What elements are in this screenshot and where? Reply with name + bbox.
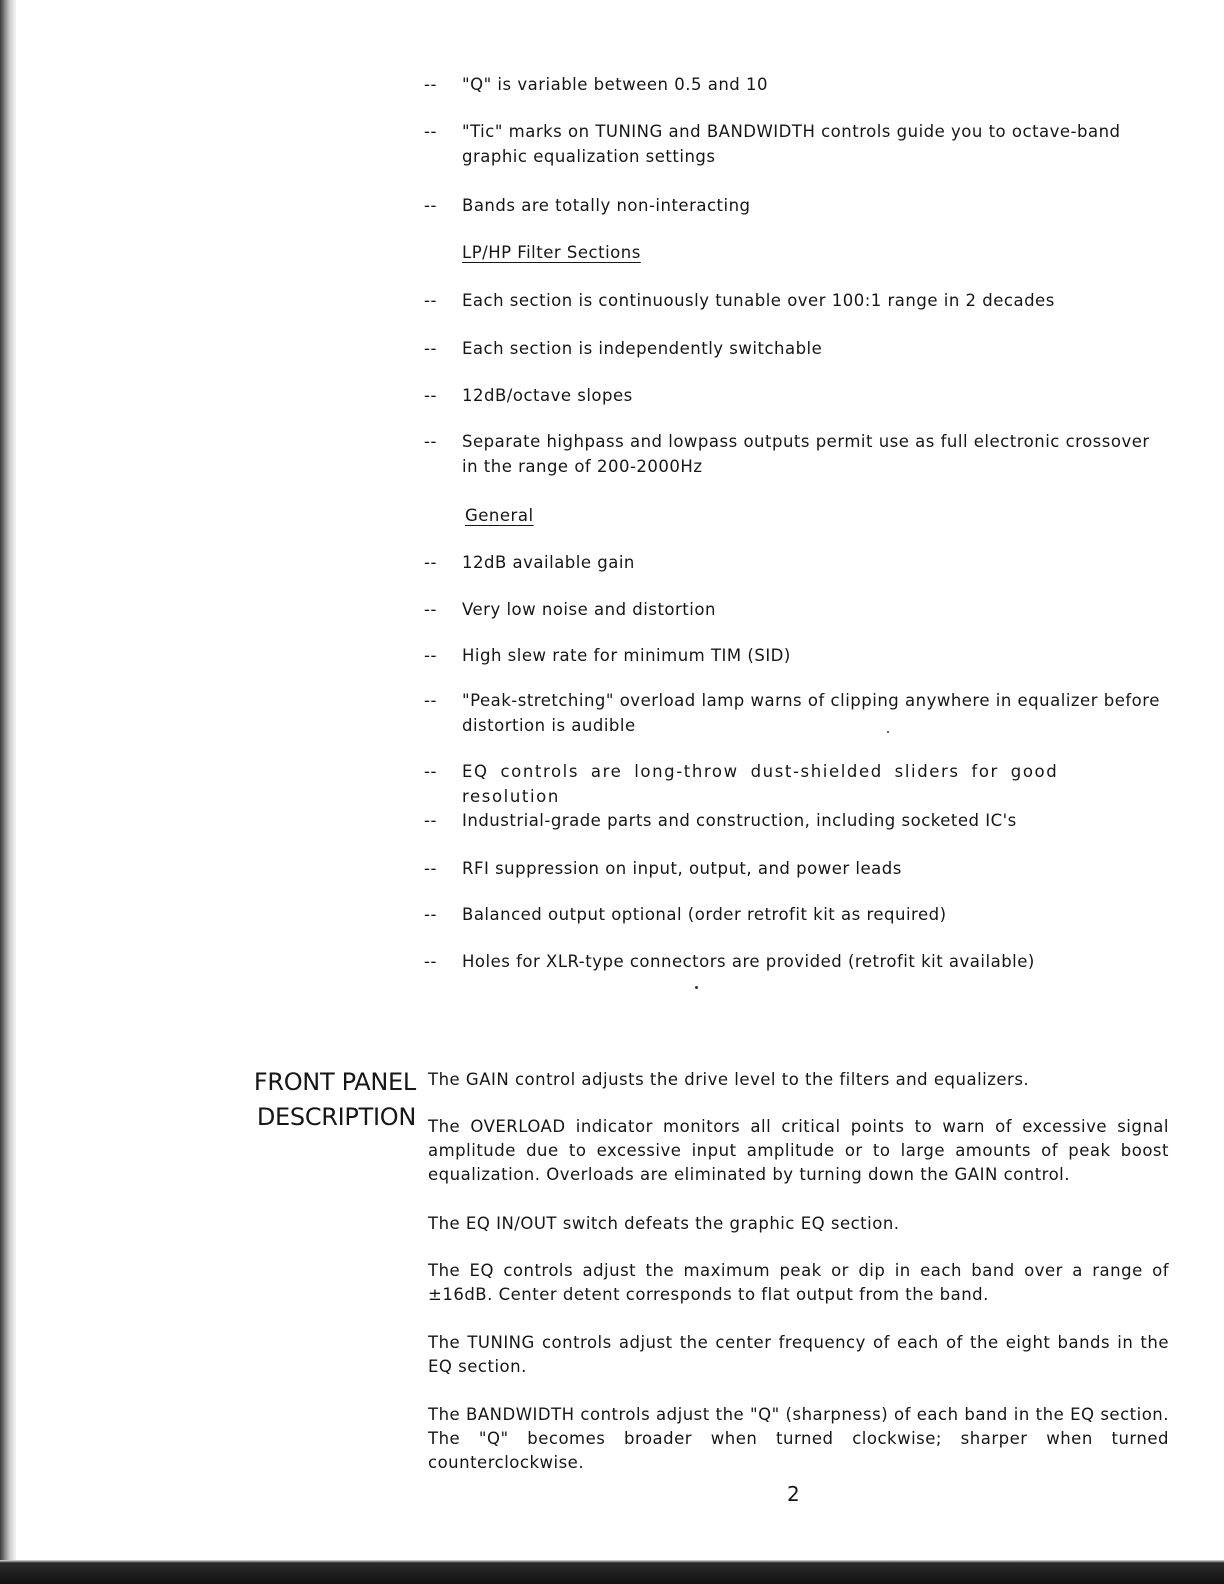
list-item-text: High slew rate for minimum TIM (SID) (462, 646, 791, 665)
bullet-dash: -- (424, 691, 437, 710)
paragraph-bandwidth: The BANDWIDTH controls adjust the "Q" (sharpness) of each band in the EQ section. The "Q" becomes broader when turned clockwise; sharper when turned counterclockwise. (428, 1405, 1169, 1472)
section-title-line1: FRONT PANEL (253, 1068, 416, 1096)
section-heading-lphp: LP/HP Filter Sections (462, 243, 641, 262)
print-speck (695, 986, 698, 989)
page-binding-edge (0, 0, 16, 1584)
section-heading-general: General (465, 506, 534, 525)
paragraph-eq-switch: The EQ IN/OUT switch defeats the graphic EQ section. (428, 1214, 900, 1233)
paragraph-gain: The GAIN control adjusts the drive level to the filters and equalizers. (428, 1070, 1030, 1089)
bullet-dash: -- (424, 339, 437, 358)
bullet-dash: -- (424, 762, 437, 781)
paragraph-overload: The OVERLOAD indicator monitors all critical points to warn of excessive signal amplitude due to excessive input amplitude or to large amounts of peak boost equalization. Overloads are eliminated by turning down the GAIN control. (428, 1117, 1169, 1184)
list-item-text: Each section is continuously tunable over 100:1 range in 2 decades (462, 291, 1055, 310)
page-number: 2 (787, 1482, 800, 1506)
bullet-dash: -- (424, 600, 437, 619)
list-item-text: Each section is independently switchable (462, 339, 823, 358)
list-item-text: EQ controls are long-throw dust-shielded sliders for good resolution (462, 762, 1059, 806)
bullet-dash: -- (424, 432, 437, 451)
bullet-dash: -- (424, 859, 437, 878)
list-item-text: RFI suppression on input, output, and power leads (462, 859, 902, 878)
bullet-dash: -- (424, 291, 437, 310)
list-item-text: 12dB available gain (462, 553, 635, 572)
bullet-dash: -- (424, 905, 437, 924)
paragraph-tuning: The TUNING controls adjust the center frequency of each of the eight bands in the EQ section. (428, 1333, 1169, 1376)
paragraph-eq-controls: The EQ controls adjust the maximum peak or dip in each band over a range of ±16dB. Center detent corresponds to flat output from the band. (428, 1261, 1169, 1304)
bullet-dash: -- (424, 646, 437, 665)
bullet-dash: -- (424, 553, 437, 572)
list-item-text: Very low noise and distortion (462, 600, 716, 619)
list-item-text: Separate highpass and lowpass outputs permit use as full electronic crossover in the range of 200-2000Hz (462, 432, 1150, 476)
bullet-dash: -- (424, 952, 437, 971)
bullet-dash: -- (424, 196, 437, 215)
print-speck (887, 731, 889, 733)
bullet-dash: -- (424, 122, 437, 141)
list-item-text: "Q" is variable between 0.5 and 10 (462, 75, 769, 94)
list-item-text: "Tic" marks on TUNING and BANDWIDTH controls guide you to octave-band graphic equalization settings (462, 122, 1121, 166)
list-item-text: Bands are totally non-interacting (462, 196, 751, 215)
list-item-text: Balanced output optional (order retrofit kit as required) (462, 905, 947, 924)
list-item-text: 12dB/octave slopes (462, 386, 633, 405)
list-item-text: Holes for XLR-type connectors are provided (retrofit kit available) (462, 952, 1035, 971)
list-item-text: "Peak-stretching" overload lamp warns of clipping anywhere in equalizer before distortion is audible (462, 691, 1160, 735)
page-bottom-edge (0, 1560, 1224, 1584)
section-title-line2: DESCRIPTION (256, 1103, 416, 1131)
list-item-text: Industrial-grade parts and construction, including socketed IC's (462, 811, 1017, 830)
bullet-dash: -- (424, 386, 437, 405)
bullet-dash: -- (424, 75, 437, 94)
bullet-dash: -- (424, 811, 437, 830)
